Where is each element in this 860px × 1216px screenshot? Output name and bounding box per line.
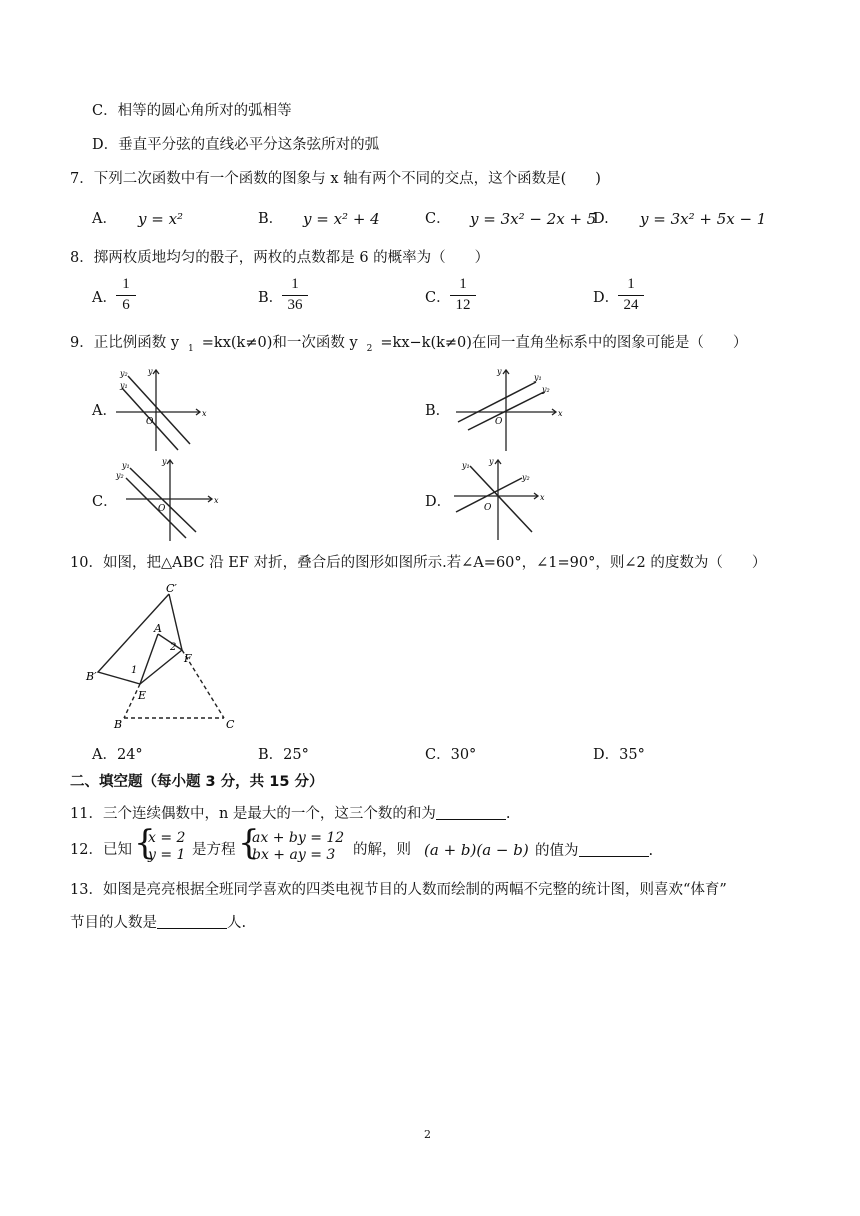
label-c-prime: C′ xyxy=(166,582,177,595)
q10-option-b: B．25° xyxy=(258,747,309,763)
q12-system1-brace: { xyxy=(134,823,156,863)
section-2-heading: 二、填空题（每小题 3 分，共 15 分） xyxy=(70,774,324,790)
q12-system2-brace: { xyxy=(238,823,260,863)
q8-option-d-label: D． xyxy=(593,290,620,306)
y1-label: y₁ xyxy=(120,381,128,390)
q9-graph-b xyxy=(452,366,564,454)
q8-option-c-label: C． xyxy=(425,290,451,306)
q11-stem xyxy=(70,803,511,824)
q7-option-a-label: A． xyxy=(92,211,117,227)
q9-graph-c xyxy=(112,456,218,544)
q13-line2 xyxy=(70,912,246,933)
y2-label: y₂ xyxy=(522,473,530,482)
q8-option-a-label: A． xyxy=(92,290,117,306)
q7-option-b-label: B． xyxy=(258,211,284,227)
q11-end: . xyxy=(505,806,511,822)
label-b-prime: B′ xyxy=(86,670,97,683)
q10-stem: 10．如图，把△ABC 沿 EF 对折，叠合后的图形如图所示.若∠A=60°，∠1=90°，则∠2 的度数为（ ） xyxy=(70,555,767,571)
q12-system1-row1: x = 2 xyxy=(148,830,186,846)
denominator: 36 xyxy=(287,297,303,313)
q13-line1: 13．如图是亮亮根据全班同学喜欢的四类电视节目的人数而绘制的两幅不完整的统计图，则喜欢“体育” xyxy=(70,882,727,898)
origin-label: O xyxy=(158,504,166,514)
q12-tail xyxy=(535,840,653,861)
q9-sub1: 1 xyxy=(188,344,194,354)
q7-stem: 7．下列二次函数中有一个函数的图象与 x 轴有两个不同的交点，这个函数是( ) xyxy=(70,171,601,187)
y1-label: y₁ xyxy=(122,461,130,470)
page-number: 2 xyxy=(424,1128,431,1141)
origin-label: O xyxy=(495,417,503,427)
q9-stem xyxy=(70,333,747,359)
q9-option-d-label: D． xyxy=(425,494,452,510)
q13-answer-blank xyxy=(157,912,227,929)
q8-stem: 8．掷两枚质地均匀的骰子，两枚的点数都是 6 的概率为（ ） xyxy=(70,250,490,266)
q9-option-c-label: C． xyxy=(92,494,118,510)
q10-option-d: D．35° xyxy=(593,747,645,763)
q11-answer-blank xyxy=(436,803,506,820)
q7-option-d-label: D. xyxy=(593,211,609,227)
q12-system2-row1: ax + by = 12 xyxy=(252,830,345,846)
y1-label: y₁ xyxy=(534,373,542,382)
denominator: 6 xyxy=(122,297,130,313)
q10-option-c: C．30° xyxy=(425,747,477,763)
q9-sub2: 2 xyxy=(366,344,373,354)
q10-triangle-figure xyxy=(84,578,244,736)
q7-option-b-expr: y = x² + 4 xyxy=(303,210,380,228)
q11-text: 11．三个连续偶数中，n 是最大的一个，这三个数的和为 xyxy=(70,806,436,822)
origin-label: O xyxy=(146,417,154,427)
q6-option-d: D．垂直平分弦的直线必平分这条弦所对的弧 xyxy=(92,137,380,153)
q8-option-c-fraction xyxy=(450,276,476,314)
y-label: y xyxy=(497,367,502,376)
q8-option-b-fraction xyxy=(282,276,308,314)
q12-pre: 12．已知 xyxy=(70,842,132,858)
y-label: y xyxy=(148,367,153,376)
q8-option-b-label: B． xyxy=(258,290,284,306)
q7-option-c-label: C． xyxy=(425,211,451,227)
q7-option-a-expr: y = x² xyxy=(138,210,184,228)
label-angle-1: 1 xyxy=(131,665,138,676)
q9-stem-a: 9．正比例函数 y xyxy=(70,335,180,351)
y2-label: y₂ xyxy=(116,471,124,480)
q9-stem-c: =kx−k(k≠0)在同一直角坐标系中的图象可能是（ ） xyxy=(380,335,748,351)
x-label: x xyxy=(558,409,563,418)
q12-mid: 是方程 xyxy=(192,842,236,858)
q9-option-b-label: B． xyxy=(425,403,451,419)
q9-option-a-label: A． xyxy=(92,403,117,419)
label-b: B xyxy=(114,718,123,731)
denominator: 12 xyxy=(455,297,471,313)
q9-graph-a xyxy=(112,366,208,454)
q12-tail-text: 的值为 xyxy=(535,843,579,859)
q12-expression: (a + b)(a − b) xyxy=(424,841,529,859)
q12-end: . xyxy=(648,843,654,859)
q9-stem-b: =kx(k≠0)和一次函数 y xyxy=(201,335,358,351)
numerator: 1 xyxy=(122,276,130,292)
origin-label: O xyxy=(484,503,492,513)
q9-graph-d xyxy=(446,456,550,544)
label-a: A xyxy=(154,622,162,635)
x-label: x xyxy=(202,409,207,418)
q12-answer-blank xyxy=(579,840,649,857)
x-label: x xyxy=(214,496,219,505)
label-c: C xyxy=(226,718,235,731)
y-label: y xyxy=(162,457,167,466)
label-angle-2: 2 xyxy=(170,642,177,653)
y2-label: y₂ xyxy=(542,385,550,394)
numerator: 1 xyxy=(291,276,299,292)
y-label: y xyxy=(489,457,494,466)
q12-system2-row2: bx + ay = 3 xyxy=(252,847,336,863)
numerator: 1 xyxy=(627,276,635,292)
x-label: x xyxy=(540,493,545,502)
q8-option-d-fraction xyxy=(618,276,644,314)
y2-label: y₂ xyxy=(120,369,128,378)
q7-option-d-expr: y = 3x² + 5x − 1 xyxy=(640,210,767,228)
q13-line2-text: 节目的人数是 xyxy=(70,915,157,931)
q7-option-c-expr: y = 3x² − 2x + 5 xyxy=(470,210,597,228)
q12-system1-row2: y = 1 xyxy=(148,847,186,863)
denominator: 24 xyxy=(623,297,639,313)
numerator: 1 xyxy=(459,276,467,292)
label-e: E xyxy=(138,689,147,702)
label-f: F xyxy=(184,652,192,665)
q13-line2-end: 人. xyxy=(227,915,247,931)
q8-option-a-fraction xyxy=(116,276,136,314)
q10-option-a: A．24° xyxy=(92,747,143,763)
y1-label: y₁ xyxy=(462,461,470,470)
q12-post: 的解，则 xyxy=(353,842,411,858)
q6-option-c: C．相等的圆心角所对的弧相等 xyxy=(92,103,292,119)
